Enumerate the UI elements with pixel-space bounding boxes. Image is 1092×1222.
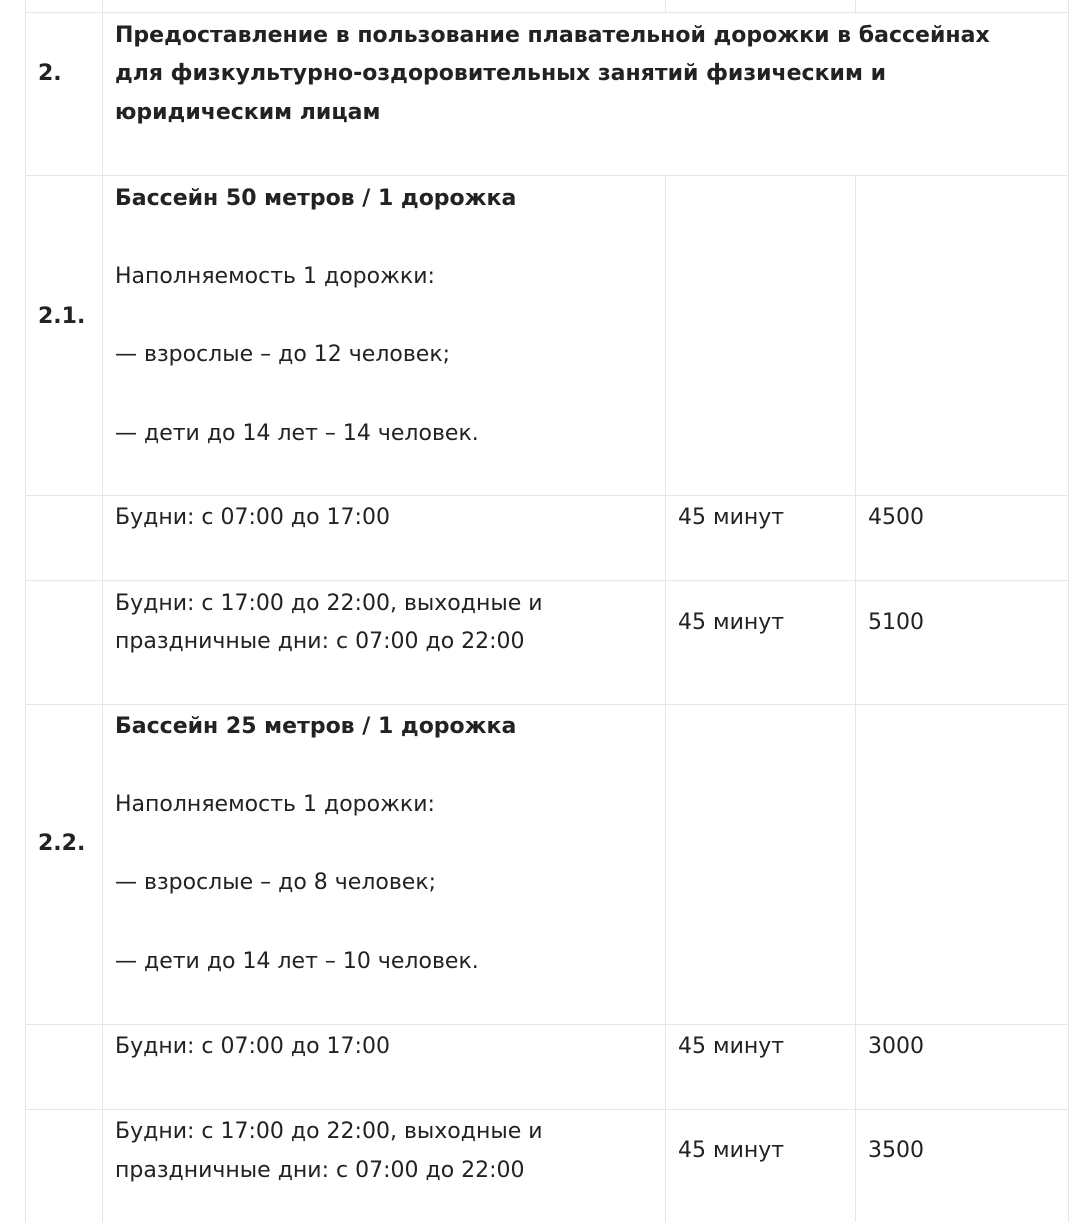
- table-border-right: [1068, 0, 1069, 1222]
- pool25-row2-time-line2: праздничные дни: с 07:00 до 22:00: [115, 1158, 525, 1183]
- row-divider: [25, 495, 1069, 496]
- column-divider: [102, 0, 103, 1222]
- row-divider: [25, 704, 1069, 705]
- pool50-row1-price: 4500: [868, 505, 924, 530]
- column-divider: [665, 0, 666, 12]
- pool50-title: Бассейн 50 метров / 1 дорожка: [115, 186, 517, 211]
- pool50-row1-duration: 45 минут: [678, 505, 785, 530]
- pool50-row2-time-line1: Будни: с 17:00 до 22:00, выходные и: [115, 591, 543, 616]
- section-number: 2.: [38, 61, 62, 86]
- price-table: [25, 0, 1069, 1222]
- row-divider: [25, 1024, 1069, 1025]
- pool50-row2-time-line2: праздничные дни: с 07:00 до 22:00: [115, 629, 525, 654]
- pool50-children: — дети до 14 лет – 14 человек.: [115, 421, 479, 446]
- pool25-capacity: Наполняемость 1 дорожки:: [115, 792, 435, 817]
- row-divider: [25, 1109, 1069, 1110]
- section-title-line2: для физкультурно-оздоровительных занятий физическим и: [115, 61, 886, 86]
- pool25-row2-time-line1: Будни: с 17:00 до 22:00, выходные и: [115, 1119, 543, 1144]
- pool50-adults: — взрослые – до 12 человек;: [115, 342, 451, 367]
- pool50-capacity: Наполняемость 1 дорожки:: [115, 264, 435, 289]
- pool50-number: 2.1.: [38, 304, 86, 329]
- pool25-adults: — взрослые – до 8 человек;: [115, 870, 437, 895]
- pool25-title: Бассейн 25 метров / 1 дорожка: [115, 714, 517, 739]
- pool25-row1-time: Будни: с 07:00 до 17:00: [115, 1034, 390, 1059]
- pool25-row2-duration: 45 минут: [678, 1138, 785, 1163]
- pool50-row2-price: 5100: [868, 610, 924, 635]
- pool25-number: 2.2.: [38, 831, 86, 856]
- pool25-row2-price: 3500: [868, 1138, 924, 1163]
- row-divider: [25, 580, 1069, 581]
- pool50-row2-duration: 45 минут: [678, 610, 785, 635]
- table-border-left: [25, 0, 26, 1222]
- row-divider: [25, 12, 1069, 13]
- pool25-row1-price: 3000: [868, 1034, 924, 1059]
- pool50-row1-time: Будни: с 07:00 до 17:00: [115, 505, 390, 530]
- column-divider: [855, 175, 856, 1222]
- row-divider: [25, 175, 1069, 176]
- pool25-row1-duration: 45 минут: [678, 1034, 785, 1059]
- section-title-line3: юридическим лицам: [115, 100, 381, 125]
- column-divider: [855, 0, 856, 12]
- column-divider: [665, 175, 666, 1222]
- pool25-children: — дети до 14 лет – 10 человек.: [115, 949, 479, 974]
- section-title-line1: Предоставление в пользование плавательной дорожки в бассейнах: [115, 23, 990, 48]
